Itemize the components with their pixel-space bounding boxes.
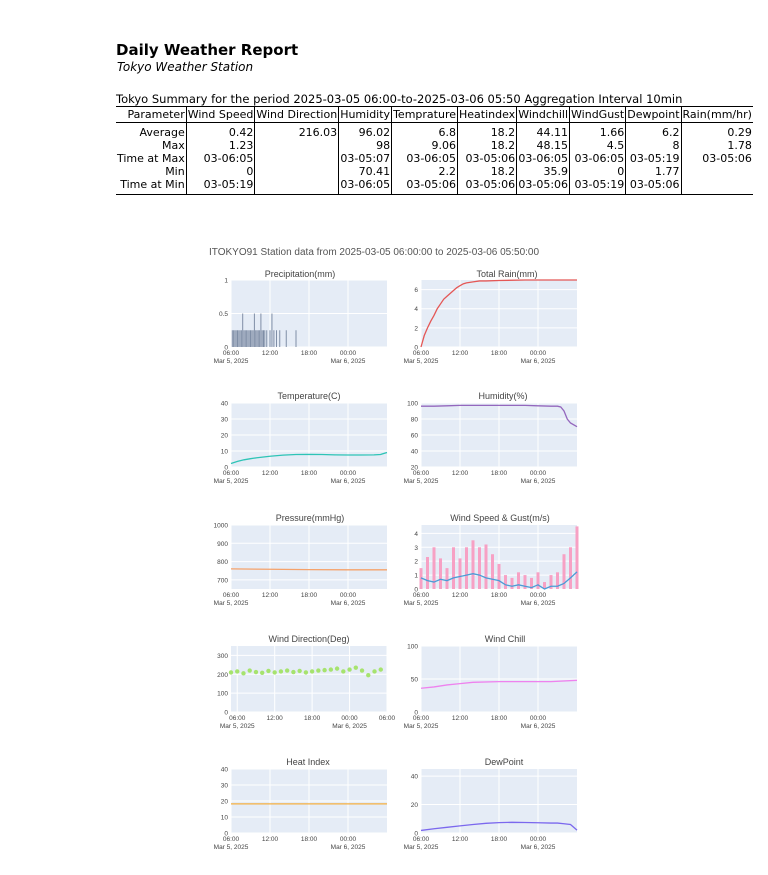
summary-cell: 35.9: [517, 165, 570, 178]
x-tick-label: 00:00: [339, 470, 357, 477]
y-tick-label: 0.5: [218, 311, 228, 318]
x-tick-label: 18:00: [300, 592, 318, 599]
x-tick-label: 00:00: [339, 836, 357, 843]
x-date-label: Mar 5, 2025: [403, 723, 439, 730]
x-tick-label: 18:00: [490, 470, 508, 477]
y-tick-label: 100: [407, 400, 418, 408]
summary-cell: 03-05:06: [626, 178, 681, 195]
summary-cell: 03-06:05: [186, 152, 255, 165]
summary-cell: 18.2: [458, 165, 517, 178]
wind-dir-point: [316, 668, 320, 672]
summary-cell: 03-06:05: [570, 152, 626, 165]
x-date-label: Mar 6, 2025: [520, 723, 556, 730]
x-date-label: Mar 5, 2025: [403, 478, 439, 485]
y-tick-label: 30: [220, 416, 228, 424]
x-date-label: Mar 6, 2025: [332, 723, 367, 730]
x-date-label: Mar 5, 2025: [403, 844, 439, 851]
y-tick-label: 60: [410, 432, 418, 440]
y-tick-label: 100: [407, 643, 418, 651]
summary-cell: 18.2: [458, 123, 517, 140]
y-tick-label: 2: [414, 325, 418, 333]
wind-dir-point: [279, 669, 283, 673]
summary-cell: 4.5: [570, 139, 626, 152]
panel-title: Humidity(%): [478, 391, 528, 401]
summary-col-header: Dewpoint: [627, 108, 680, 121]
y-tick-label: 2: [414, 558, 418, 566]
wind-dir-point: [297, 669, 301, 673]
summary-cell: 1.77: [626, 165, 681, 178]
panel-group: [214, 269, 577, 851]
summary-cell: 48.15: [517, 139, 570, 152]
summary-col-header: Rain(mm/hr): [682, 108, 752, 121]
wind-dir-point: [322, 668, 326, 672]
wind-dir-point: [260, 671, 264, 675]
x-tick-label: 00:00: [529, 470, 547, 477]
summary-cell: 03-05:06: [458, 178, 517, 195]
wind-dir-point: [248, 668, 252, 672]
summary-cell: 44.11: [517, 123, 570, 140]
x-tick-label: 12:00: [261, 470, 279, 477]
summary-col-header: Heatindex: [459, 108, 516, 121]
y-tick-label: 200: [217, 671, 228, 679]
wind-dir-point: [254, 670, 258, 674]
x-date-label: Mar 6, 2025: [330, 478, 366, 485]
summary-col-header: WindGust: [571, 108, 625, 121]
summary-cell: 03-05:06: [517, 178, 570, 195]
summary-cell: 216.03: [255, 123, 339, 140]
summary-cell: 0.29: [727, 126, 752, 139]
x-tick-label: 12:00: [451, 350, 469, 357]
wind-dir-point: [266, 669, 270, 673]
panel-title: Wind Speed & Gust(m/s): [450, 513, 550, 523]
summary-cell: 2.2: [392, 165, 458, 178]
x-tick-label: 18:00: [300, 836, 318, 843]
wind-dir-point: [360, 668, 364, 672]
y-tick-label: 800: [217, 559, 228, 567]
x-tick-label: 06:00: [229, 715, 246, 722]
y-tick-label: 100: [217, 690, 228, 698]
x-tick-label: 06:00: [412, 592, 430, 599]
y-tick-label: 80: [410, 416, 418, 424]
summary-row-label: Average: [116, 123, 186, 140]
summary-cell: 96.02: [339, 123, 392, 140]
y-tick-label: 10: [220, 448, 228, 456]
y-tick-label: 40: [220, 400, 228, 408]
summary-cell: 03-05:19: [626, 152, 681, 165]
x-date-label: Mar 5, 2025: [213, 478, 249, 485]
summary-cell: 03-05:07: [340, 152, 391, 165]
x-tick-label: 06:00: [222, 592, 240, 599]
summary-cell: 9.06: [392, 139, 458, 152]
x-date-label: Mar 5, 2025: [213, 844, 249, 851]
x-tick-label: 06:00: [222, 836, 240, 843]
x-tick-label: 06:00: [412, 715, 430, 722]
summary-cell: 03-06:05: [392, 152, 458, 165]
summary-cell: 03-05:06: [458, 152, 517, 165]
y-tick-label: 0: [414, 830, 418, 838]
y-tick-label: 900: [217, 540, 228, 548]
x-tick-label: 06:00: [222, 350, 240, 357]
panel-title: Wind Chill: [484, 634, 526, 644]
y-tick-label: 0: [224, 830, 228, 838]
x-tick-label: 18:00: [303, 715, 321, 722]
x-tick-label: 12:00: [261, 350, 279, 357]
y-tick-label: 3: [414, 544, 418, 552]
y-tick-label: 20: [220, 432, 228, 440]
wind-dir-point: [241, 671, 245, 675]
x-tick-label: 18:00: [300, 350, 318, 357]
summary-cell: 03-05:06: [702, 152, 752, 165]
summary-row-label: Max: [116, 139, 186, 152]
summary-col-header: Temprature: [393, 108, 456, 121]
y-tick-label: 10: [220, 814, 228, 822]
wind-dir-point: [347, 667, 351, 671]
x-date-label: Mar 5, 2025: [213, 358, 249, 365]
y-tick-label: 40: [220, 766, 228, 774]
x-tick-label: 12:00: [451, 715, 469, 722]
x-tick-label: 06:00: [378, 715, 396, 722]
y-tick-label: 30: [220, 782, 228, 790]
y-tick-label: 0: [414, 344, 418, 352]
wind-dir-point: [310, 669, 314, 673]
y-tick-label: 0: [224, 344, 228, 352]
summary-cell: 6.8: [392, 123, 458, 140]
x-tick-label: 12:00: [451, 836, 469, 843]
report-title: Daily Weather Report: [116, 41, 299, 59]
summary-cell: 03-05:19: [570, 178, 626, 195]
panel-title: Precipitation(mm): [264, 269, 336, 279]
x-tick-label: 06:00: [412, 470, 430, 477]
summary-cell: 70.41: [339, 165, 392, 178]
summary-cell: 0.42: [186, 123, 255, 140]
panel-title: DewPoint: [484, 757, 524, 767]
summary-cell: 8: [626, 139, 681, 152]
wind-dir-point: [272, 670, 276, 674]
x-tick-label: 00:00: [529, 836, 547, 843]
summary-cell: 0: [570, 165, 626, 178]
summary-col-header: Wind Speed: [187, 108, 254, 121]
summary-cell: 18.2: [458, 139, 517, 152]
y-tick-label: 50: [410, 676, 418, 684]
x-tick-label: 12:00: [451, 470, 469, 477]
summary-cell: 03-05:06: [392, 178, 458, 195]
x-date-label: Mar 6, 2025: [520, 358, 556, 365]
wind-dir-point: [235, 669, 239, 673]
y-tick-label: 20: [220, 798, 228, 806]
summary-cell: 1.78: [727, 139, 752, 152]
x-tick-label: 18:00: [490, 350, 508, 357]
y-tick-label: 20: [410, 802, 418, 810]
wind-dir-point: [329, 667, 333, 671]
wind-dir-point: [366, 673, 370, 677]
x-tick-label: 18:00: [490, 592, 508, 599]
x-tick-label: 06:00: [412, 350, 430, 357]
wind-dir-point: [304, 670, 308, 674]
wind-dir-point: [354, 665, 358, 669]
y-tick-label: 0: [224, 709, 228, 717]
x-tick-label: 12:00: [261, 836, 279, 843]
x-tick-label: 00:00: [341, 715, 358, 722]
x-tick-label: 18:00: [490, 836, 508, 843]
figure-title: ITOKYO91 Station data from 2025-03-05 06:00:00 to 2025-03-06 05:50:00: [209, 247, 540, 258]
summary-row-label: Time at Max: [117, 152, 185, 165]
y-tick-label: 0: [224, 464, 228, 472]
y-tick-label: 1000: [213, 522, 228, 530]
x-tick-label: 18:00: [490, 715, 508, 722]
wind-dir-point: [372, 669, 376, 673]
wind-dir-point: [335, 666, 339, 670]
summary-cell: 1.66: [570, 123, 626, 140]
x-date-label: Mar 6, 2025: [520, 600, 556, 607]
summary-cell: 1.23: [186, 139, 255, 152]
summary-cell: 03-06:05: [518, 152, 569, 165]
summary-col-header: Humidity: [340, 108, 391, 121]
panel-title: Heat Index: [286, 757, 330, 767]
summary-cell: 03-05:19: [186, 178, 255, 195]
x-tick-label: 00:00: [339, 350, 357, 357]
panel-title: Temperature(C): [277, 391, 341, 401]
y-tick-label: 40: [410, 773, 418, 781]
x-tick-label: 00:00: [529, 350, 547, 357]
summary-cell: 98: [339, 139, 392, 152]
x-tick-label: 00:00: [339, 592, 357, 599]
y-tick-label: 4: [414, 306, 418, 314]
y-tick-label: 0: [414, 709, 418, 717]
x-date-label: Mar 6, 2025: [520, 478, 556, 485]
summary-col-header: Parameter: [116, 107, 186, 123]
y-tick-label: 20: [410, 464, 418, 472]
summary-cell: 0: [186, 165, 255, 178]
wind-dir-point: [291, 670, 295, 674]
summary-col-header: Wind Direction: [256, 108, 338, 121]
y-tick-label: 700: [217, 577, 228, 585]
x-tick-label: 12:00: [451, 592, 469, 599]
summary-col-header: Windchill: [518, 108, 569, 121]
report-subtitle: Tokyo Weather Station: [117, 60, 254, 74]
x-tick-label: 00:00: [529, 715, 547, 722]
x-date-label: Mar 6, 2025: [330, 844, 366, 851]
summary-row-label: Time at Min: [116, 178, 186, 195]
summary-cell: 03-06:05: [339, 178, 392, 195]
x-date-label: Mar 5, 2025: [219, 723, 255, 730]
y-tick-label: 1: [414, 572, 418, 580]
y-tick-label: 4: [414, 530, 418, 538]
x-date-label: Mar 5, 2025: [403, 600, 439, 607]
summary-cell: 6.2: [626, 123, 681, 140]
wind-dir-point: [379, 667, 383, 671]
x-tick-label: 06:00: [222, 470, 240, 477]
panel-title: Total Rain(mm): [476, 269, 538, 279]
wind-dir-point: [229, 670, 233, 674]
x-tick-label: 18:00: [300, 470, 318, 477]
x-tick-label: 06:00: [412, 836, 430, 843]
x-date-label: Mar 5, 2025: [403, 358, 439, 365]
y-tick-label: 0: [414, 586, 418, 594]
y-tick-label: 40: [410, 448, 418, 456]
panel-title: Pressure(mmHg): [275, 513, 345, 523]
x-date-label: Mar 6, 2025: [330, 600, 366, 607]
wind-dir-point: [285, 668, 289, 672]
x-tick-label: 12:00: [266, 715, 283, 722]
summary-row-label: Min: [116, 165, 186, 178]
y-tick-label: 6: [414, 287, 418, 295]
wind-dir-point: [341, 669, 345, 673]
x-tick-label: 12:00: [261, 592, 279, 599]
x-tick-label: 00:00: [529, 592, 547, 599]
x-date-label: Mar 5, 2025: [213, 600, 249, 607]
panel-title: Wind Direction(Deg): [268, 634, 350, 644]
x-date-label: Mar 6, 2025: [330, 358, 366, 365]
y-tick-label: 1: [224, 277, 228, 285]
y-tick-label: 300: [217, 652, 228, 660]
summary-caption: Tokyo Summary for the period 2025-03-05 06:00-to-2025-03-06 05:50 Aggregation Interval 10min: [116, 92, 683, 106]
x-date-label: Mar 6, 2025: [520, 844, 556, 851]
